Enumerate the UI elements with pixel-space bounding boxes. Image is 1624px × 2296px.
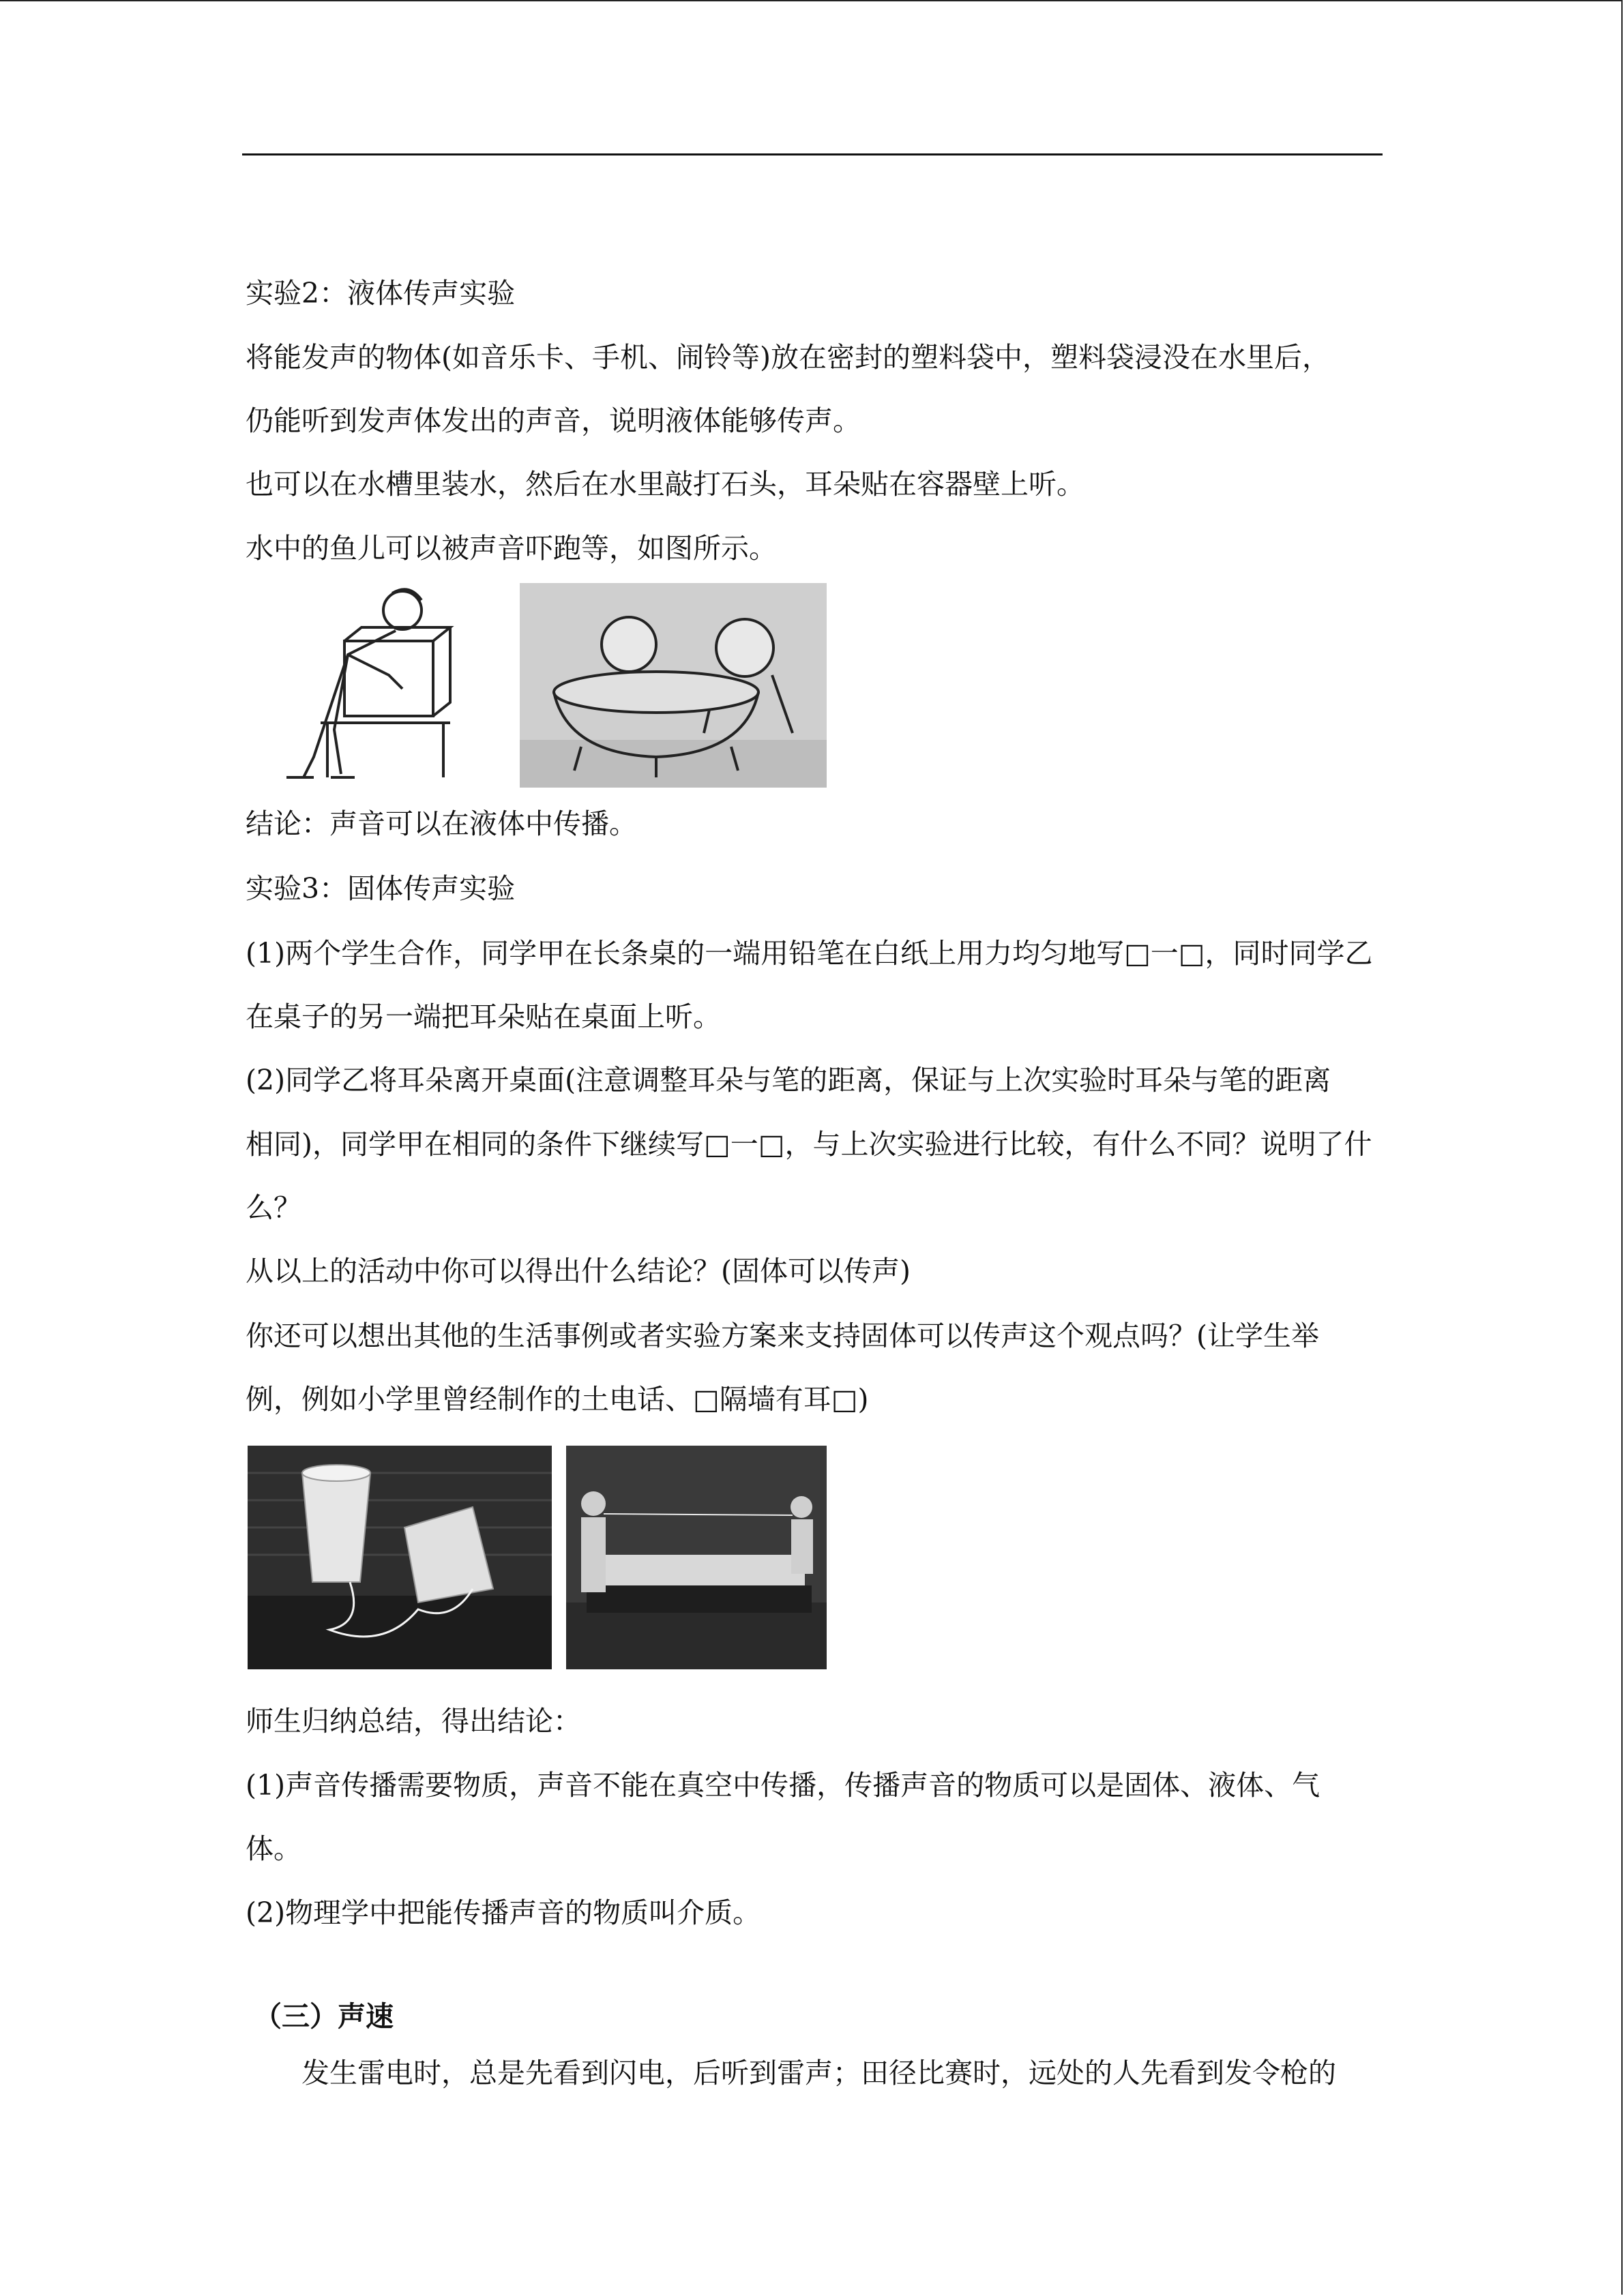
paragraph-line: (2)同学乙将耳朵离开桌面(注意调整耳朵与笔的距离，保证与上次实验时耳朵与笔的距离	[246, 1064, 1331, 1097]
paragraph-line: 也可以在水槽里装水，然后在水里敲打石头，耳朵贴在容器壁上听。	[246, 468, 1084, 501]
paragraph-line: 相同)，同学甲在相同的条件下继续写□一□，与上次实验进行比较，有什么不同？说明了什	[246, 1128, 1372, 1161]
paragraph-line: 师生归纳总结，得出结论：	[246, 1705, 581, 1738]
figure-students-string-phone	[566, 1446, 827, 1669]
paragraph-line: 你还可以想出其他的生活事例或者实验方案来支持固体可以传声这个观点吗？(让学生举	[246, 1320, 1319, 1352]
paragraph-line: 仍能听到发声体发出的声音，说明液体能够传声。	[246, 404, 861, 437]
students-string-phone-photo	[566, 1446, 827, 1669]
children-fish-bowl-illustration	[520, 583, 827, 788]
paragraph-line: 在桌子的另一端把耳朵贴在桌面上听。	[246, 1000, 721, 1033]
header-rule	[242, 153, 1383, 155]
paragraph-line: 体。	[246, 1832, 301, 1865]
paragraph-line: 水中的鱼儿可以被声音吓跑等，如图所示。	[246, 532, 777, 565]
section-heading-sound-speed: （三）声速	[254, 2000, 394, 2033]
paper-cup-phone-photo	[248, 1446, 552, 1669]
experiment-3-title: 实验3：固体传声实验	[246, 872, 516, 905]
paragraph-line: 从以上的活动中你可以得出什么结论？(固体可以传声)	[246, 1255, 911, 1287]
figure-girl-water-tank	[246, 580, 457, 784]
paragraph-line: (2)物理学中把能传播声音的物质叫介质。	[246, 1896, 761, 1929]
figure-paper-cup-phone	[248, 1446, 552, 1669]
paragraph-line: 么？	[246, 1191, 301, 1224]
paragraph-line: 将能发声的物体(如音乐卡、手机、闹铃等)放在密封的塑料袋中，塑料袋浸没在水里后，	[246, 341, 1330, 374]
paragraph-line: 发生雷电时，总是先看到闪电，后听到雷声；田径比赛时，远处的人先看到发令枪的	[301, 2057, 1336, 2089]
paragraph-line: 例，例如小学里曾经制作的土电话、□隔墙有耳□)	[246, 1383, 869, 1416]
experiment-2-title: 实验2：液体传声实验	[246, 277, 516, 310]
paragraph-line: (1)声音传播需要物质，声音不能在真空中传播，传播声音的物质可以是固体、液体、气	[246, 1769, 1320, 1802]
figure-children-fish-bowl	[520, 583, 827, 788]
girl-water-tank-illustration	[246, 580, 457, 784]
paragraph-line: (1)两个学生合作，同学甲在长条桌的一端用铅笔在白纸上用力均匀地写□一□，同时同学乙	[246, 937, 1373, 970]
conclusion-liquid: 结论：声音可以在液体中传播。	[246, 807, 637, 840]
